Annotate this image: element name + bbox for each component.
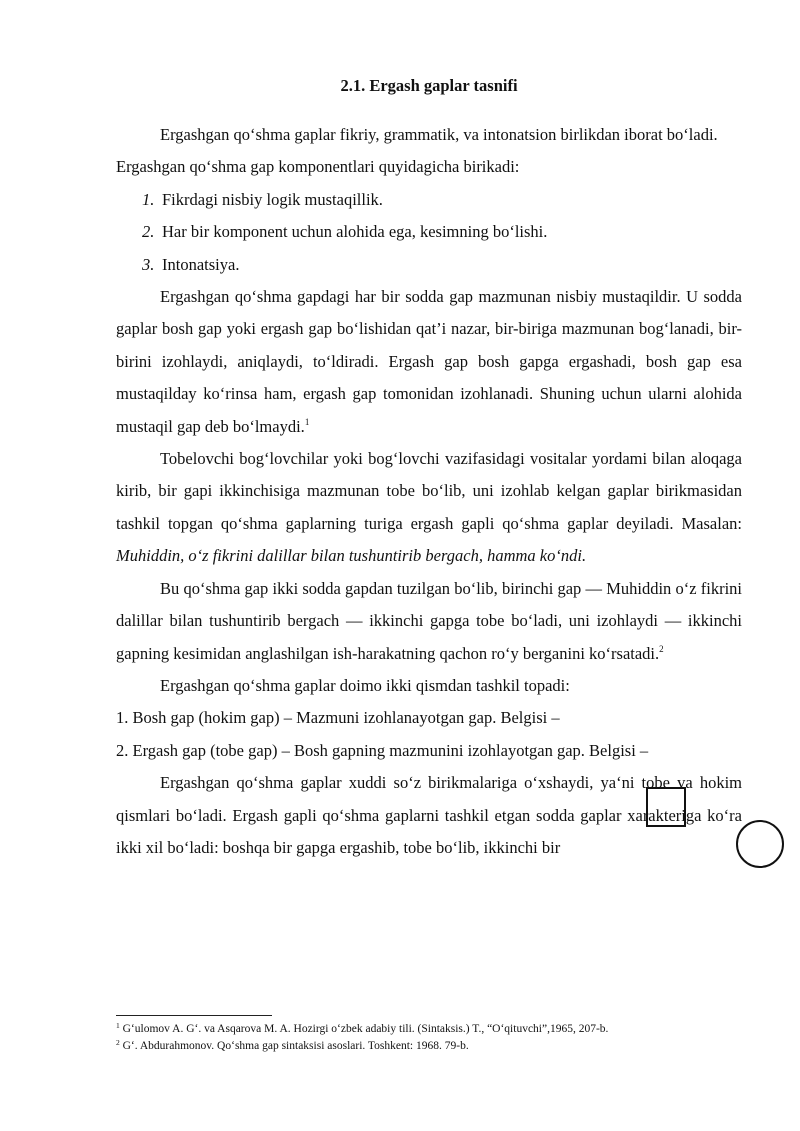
square-symbol-icon bbox=[646, 787, 686, 827]
paragraph-2: Ergashgan qo‘shma gap komponentlari quyidagicha birikadi: bbox=[116, 157, 520, 177]
footnotes bbox=[116, 1021, 776, 1055]
footnote-divider bbox=[116, 1015, 272, 1016]
paragraph-1: Ergashgan qo‘shma gaplar fikriy, grammatik, va intonatsion birlikdan iborat bo‘ladi. bbox=[160, 125, 718, 144]
paragraph-6: Ergashgan qo‘shma gaplar doimo ikki qismdan tashkil topadi: bbox=[160, 675, 570, 695]
list-number: 3. bbox=[142, 254, 155, 274]
paragraph-4 bbox=[116, 443, 742, 573]
footnote-text: G‘ulomov A. G‘. va Asqarova M. A. Hozirgi o‘zbek adabiy tili. (Sintaksis.) T., “O‘qituvchi”,1965, 207-b. bbox=[122, 1023, 609, 1035]
circle-symbol-icon bbox=[736, 820, 784, 868]
paragraph-3-text: Ergashgan qo‘shma gapdagi har bir sodda gap mazmunan nisbiy mustaqildir. U sodda gaplar bosh gap yoki ergash gap bo‘lishidan qat’i nazar, bir-biriga mazmunan bog‘lanadi, bir-birini izohlaydi, aniqlaydi, to‘ldiradi. Ergash gap bosh gapga ergashadi, bosh gap esa mustaqilday ko‘rinsa ham, ergash gap tomonidan izohlanadi. Shuning uchun ularni alohida mustaqil gap deb bo‘lmaydi. bbox=[116, 287, 742, 436]
list-number: 1. bbox=[142, 189, 155, 209]
paragraph-5 bbox=[116, 573, 742, 670]
footnote-number: 2 bbox=[116, 1038, 120, 1047]
footnote-ref: 1 bbox=[304, 416, 310, 427]
list-text: Intonatsiya. bbox=[162, 254, 240, 274]
paragraph-7: Ergashgan qo‘shma gaplar xuddi so‘z birikmalariga o‘xshaydi, ya‘ni tobe va hokim qismlari bo‘ladi. Ergash gapli qo‘shma gaplarni tashkil etgan sodda gaplar xarakteriga ko‘ra ikki xil bo‘ladi: boshqa bir gapga ergashib, tobe bo‘lib, ikkinchi bir bbox=[116, 773, 742, 857]
main-clause-item: 1. Bosh gap (hokim gap) – Mazmuni izohlanayotgan gap. Belgisi – bbox=[116, 708, 560, 728]
list-item bbox=[116, 249, 742, 281]
subordinate-clause-item: 2. Ergash gap (tobe gap) – Bosh gapning mazmunini izohlayotgan gap. Belgisi – bbox=[116, 740, 649, 760]
list-text: Har bir komponent uchun alohida ega, kesimning bo‘lishi. bbox=[162, 222, 548, 242]
list-number: 2. bbox=[142, 222, 155, 242]
footnote bbox=[116, 1038, 776, 1055]
footnote-text: G‘. Abdurahmonov. Qo‘shma gap sintaksisi asoslari. Toshkent: 1968. 79-b. bbox=[122, 1040, 469, 1052]
list-item bbox=[116, 184, 742, 216]
body-text bbox=[116, 119, 742, 864]
footnote-number: 1 bbox=[116, 1021, 120, 1030]
paragraph-4-text: Tobelovchi bog‘lovchilar yoki bog‘lovchi vazifasidagi vositalar yordami bilan aloqaga kirib, bir gapi ikkinchisiga mazmunan tobe bo‘lib, uni izohlab kelgan gaplar birikmasidan tashkil topgan qo‘shma gaplarning turiga ergash gapli qo‘shma gaplar deyiladi. Masalan: bbox=[116, 449, 742, 533]
paragraph-3 bbox=[116, 281, 742, 443]
paragraph-5-text: Bu qo‘shma gap ikki sodda gapdan tuzilgan bo‘lib, birinchi gap — Muhiddin o‘z fikrini dalillar bilan tushuntirib bergach — ikkinchi gapga tobe bo‘ladi, uni izohlaydi — ikkinchi gapning kesimidan anglashilgan ish-harakatning qachon ro‘y berganini ko‘rsatadi. bbox=[116, 578, 742, 663]
list-text: Fikrdagi nisbiy logik mustaqillik. bbox=[162, 189, 383, 209]
list-item bbox=[116, 216, 742, 248]
example-sentence: Muhiddin, o‘z fikrini dalillar bilan tushuntirib bergach, hamma ko‘ndi. bbox=[116, 546, 587, 566]
footnote-ref: 2 bbox=[659, 643, 664, 654]
section-title: 2.1. Ergash gaplar tasnifi bbox=[340, 76, 518, 95]
footnote bbox=[116, 1021, 776, 1038]
